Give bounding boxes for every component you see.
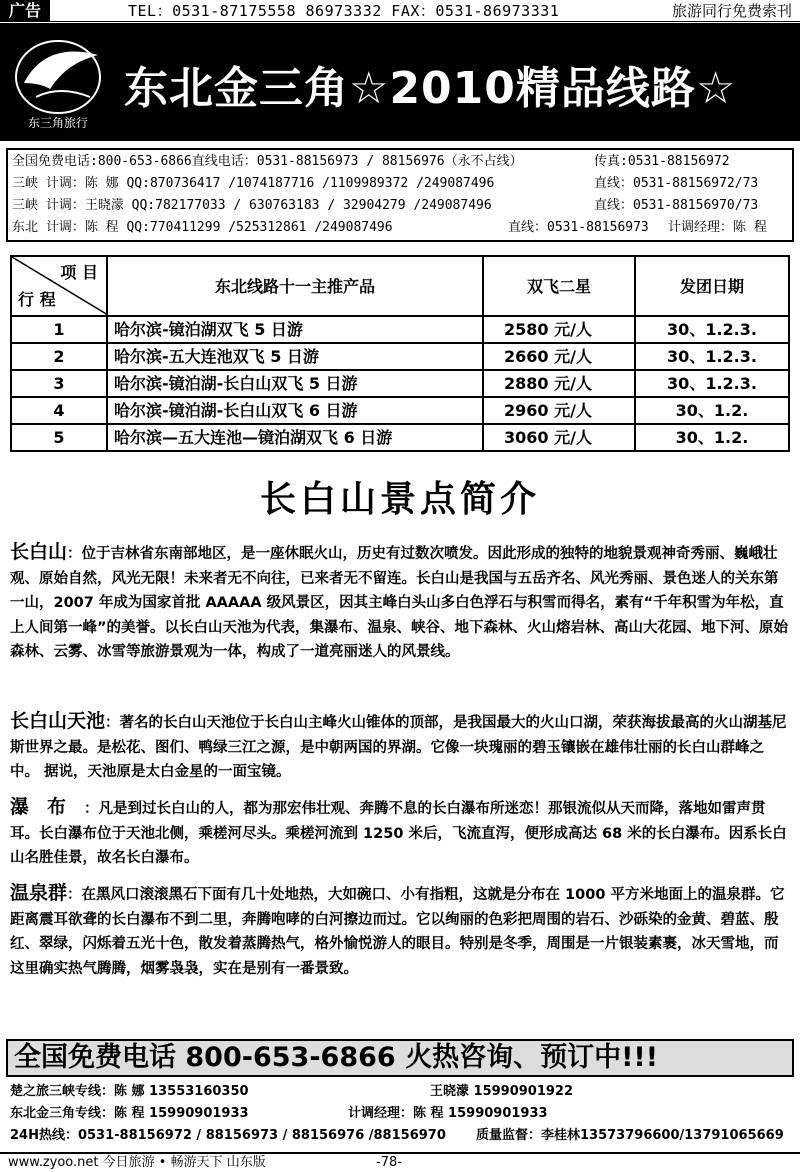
route-table (10, 255, 790, 452)
footer-line: 质量监督：李桂林13573796600/13791065669 (476, 1128, 784, 1143)
table-row (11, 316, 789, 343)
route-number: 1 (11, 316, 107, 343)
section-waterfall (10, 795, 790, 871)
logo-text: 东三角旅行 (27, 116, 89, 130)
section-label: 长白山天池 (10, 710, 106, 732)
contact-hotline: 全国免费电话:800-653-6866直线电话：0531-88156973 / 88156976（永不占线） (12, 154, 523, 169)
top-strip (0, 0, 800, 22)
contact-row (12, 152, 792, 172)
section-tianchi (10, 709, 790, 785)
top-contact-line: TEL：0531-87175558 86973332 FAX：0531-86973331 (128, 2, 560, 20)
footer-line: 东北金三角专线：陈 程 15990901933 (10, 1106, 249, 1121)
section-text: ：著名的长白山天池位于长白山主峰火山锥体的顶部，是我国最大的火山口湖，荣获海拔最高的火山湖基尼斯世界之最。是松花、图们、鸭绿三江之源，是中朝两国的界湖。它像一块瑰丽的碧玉镶嵌在雄伟壮丽的长白山群峰之中。 据说，天池原是太白金星的一面宝镜。 (10, 715, 787, 781)
route-number: 4 (11, 397, 107, 424)
ad-label: 广告 (0, 0, 50, 22)
footer-line: 王晓濛 15990901922 (430, 1084, 574, 1099)
route-number: 5 (11, 424, 107, 451)
route-number: 3 (11, 370, 107, 397)
section-text: ：位于吉林省东南部地区，是一座休眠火山，历史有过数次喷发。因此形成的独特的地貌景观神奇秀丽、巍峨壮观、原始自然，风光无限！未来者无不向往，已来者无不留连。长白山是我国与五岳齐名、风光秀丽、景色迷人的关东第一山，2007 年成为国家首批 AAAAA 级风景区，因其主峰白头山多白色浮石与积雪而得名，素有“千年积雪为年松，直上人间第一峰”的美誉。以长白山天池为代表，集瀑布、温泉、峡谷、地下森林、火山熔岩林、高山大花园、地下河、原始森林、云雾、冰雪等旅游景观为一体，构成了一道亮丽迷人的风景线。 (10, 546, 789, 661)
contact-row (12, 196, 792, 216)
corner-label-item: 项 目 (60, 263, 98, 282)
route-name: 哈尔滨-五大连池双飞 5 日游 (107, 343, 483, 370)
contact-direct: 直线：0531-88156970/73 (594, 198, 759, 213)
contact-planner: 三峡 计调：王晓濛 QQ:782177033 / 630763183 / 32904279 /249087496 (12, 198, 492, 213)
intro-title: 长白山景点简介 (259, 479, 540, 520)
footer-line: 24H热线：0531-88156972 / 88156973 / 88156976 /88156970 (10, 1128, 446, 1143)
bottom-line (0, 1152, 800, 1172)
table-row (11, 343, 789, 370)
footer-line: 楚之旅三峡专线：陈 娜 13553160350 (10, 1084, 249, 1099)
route-price: 2580 元/人 (483, 316, 635, 343)
banner (0, 23, 800, 141)
footer-contacts (6, 1080, 794, 1152)
section-text: ：凡是到过长白山的人，都为那宏伟壮观、奔腾不息的长白瀑布所迷恋！那银流似从天而降，落地如雷声贯耳。长白瀑布位于天池北侧，乘槎河尽头。乘槎河流到 1250 米后，飞流直泻，便形成高达 68 米的长白瀑布。因系长白山名胜佳景，故名长白瀑布。 (10, 801, 787, 867)
route-name: 哈尔滨-镜泊湖双飞 5 日游 (107, 316, 483, 343)
section-changbaishan (10, 540, 790, 665)
route-number: 2 (11, 343, 107, 370)
table-row (11, 370, 789, 397)
section-hotspring (10, 881, 790, 981)
contact-box (6, 148, 794, 242)
table-title: 东北线路十一主推产品 (107, 256, 483, 316)
route-name: 哈尔滨-镜泊湖-长白山双飞 6 日游 (107, 397, 483, 424)
section-label: 瀑布 (10, 796, 85, 818)
hotline-banner: 全国免费电话 800-653-6866 火热咨询、预订中!!! (6, 1039, 794, 1077)
contact-row (12, 174, 792, 194)
route-date: 30、1.2.3. (635, 343, 789, 370)
page-number: -78- (376, 1155, 402, 1170)
tagline: 旅游同行免费索刊 (671, 2, 792, 20)
price-header: 双飞二星 (483, 256, 635, 316)
banner-title: 东北金三角☆2010精品线路☆ (124, 63, 737, 114)
table-corner (11, 256, 107, 316)
route-price: 2660 元/人 (483, 343, 635, 370)
section-label: 长白山 (10, 541, 68, 563)
contact-planner: 三峡 计调：陈 娜 QQ:870736417 /1074187716 /1109989372 /249087496 (12, 176, 495, 191)
section-text: ：在黑风口滚滚黑石下面有几十处地热，大如碗口、小有指粗，这就是分布在 1000 平方米地面上的温泉群。它距离震耳欲聋的长白瀑布不到二里，奔腾咆哮的白河擦边而过。它以绚丽的色彩把周围的岩石、沙砾染的金黄、碧蓝、殷红、翠绿，闪烁着五光十色，散发着蒸腾热气，格外愉悦游人的眼目。特别是冬季，周围是一片银装素裹，冰天雪地，而这里确实热气腾腾，烟雾袅袅，实在是别有一番景致。 (10, 887, 785, 977)
section-label: 温泉群 (10, 882, 68, 904)
route-name: 哈尔滨-镜泊湖-长白山双飞 5 日游 (107, 370, 483, 397)
route-date: 30、1.2.3. (635, 316, 789, 343)
route-date: 30、1.2. (635, 424, 789, 451)
contact-direct: 直线：0531-88156972/73 (594, 176, 759, 191)
contact-manager: 计调经理：陈 程 (668, 220, 767, 235)
contact-direct: 直线：0531-88156973 (508, 220, 649, 235)
footer-line: 计调经理：陈 程 15990901933 (348, 1106, 548, 1121)
route-name: 哈尔滨—五大连池—镜泊湖双飞 6 日游 (107, 424, 483, 451)
table-header-row (11, 256, 789, 316)
table-row (11, 397, 789, 424)
contact-row (12, 218, 792, 238)
date-header: 发团日期 (635, 256, 789, 316)
route-date: 30、1.2.3. (635, 370, 789, 397)
table-row (11, 424, 789, 451)
logo-icon (6, 27, 110, 135)
contact-planner: 东北 计调：陈 程 QQ:770411299 /525312861 /249087496 (12, 220, 393, 235)
site-line: www.zyoo.net 今日旅游 • 畅游天下 山东版 (8, 1155, 266, 1170)
route-date: 30、1.2. (635, 397, 789, 424)
route-price: 2880 元/人 (483, 370, 635, 397)
corner-label-route: 行 程 (18, 290, 56, 309)
contact-fax: 传真:0531-88156972 (594, 154, 730, 169)
route-price: 2960 元/人 (483, 397, 635, 424)
route-price: 3060 元/人 (483, 424, 635, 451)
